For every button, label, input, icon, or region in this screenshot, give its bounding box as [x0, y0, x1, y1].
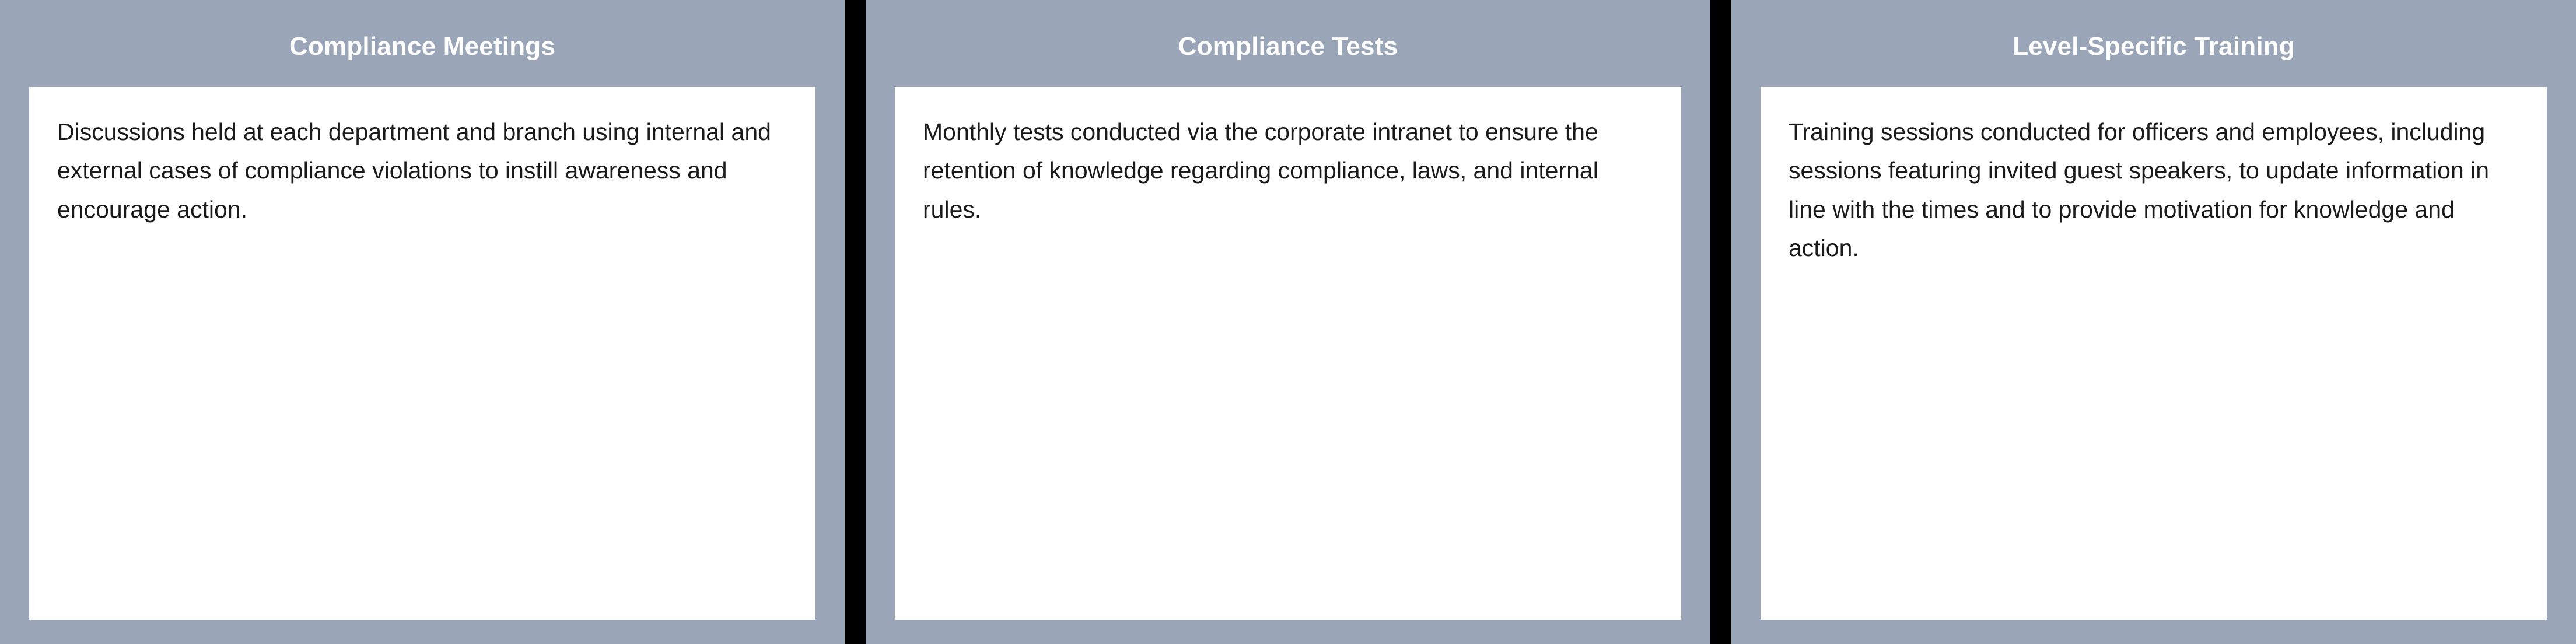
panel-card [29, 87, 816, 620]
panel-compliance-meetings [0, 0, 845, 644]
panel-body-text: Discussions held at each department and branch using internal and external cases of compliance violations to instill awareness and encourage action. [57, 118, 778, 223]
panel-title: Compliance Tests [1178, 32, 1398, 61]
panel-title: Compliance Meetings [289, 32, 556, 61]
panel-compliance-tests [866, 0, 1710, 644]
panel-level-specific-training [1731, 0, 2576, 644]
panel-body-text: Training sessions conducted for officers and employees, including sessions featuring invited guest speakers, to update information in line with the times and to provide motivation for knowledge and action. [1788, 118, 2496, 262]
panel-card [895, 87, 1681, 620]
panel-card [1760, 87, 2547, 620]
panel-body-text: Monthly tests conducted via the corporate intranet to ensure the retention of knowledge regarding compliance, laws, and internal rules. [923, 118, 1605, 223]
panel-title: Level-Specific Training [2013, 32, 2295, 61]
